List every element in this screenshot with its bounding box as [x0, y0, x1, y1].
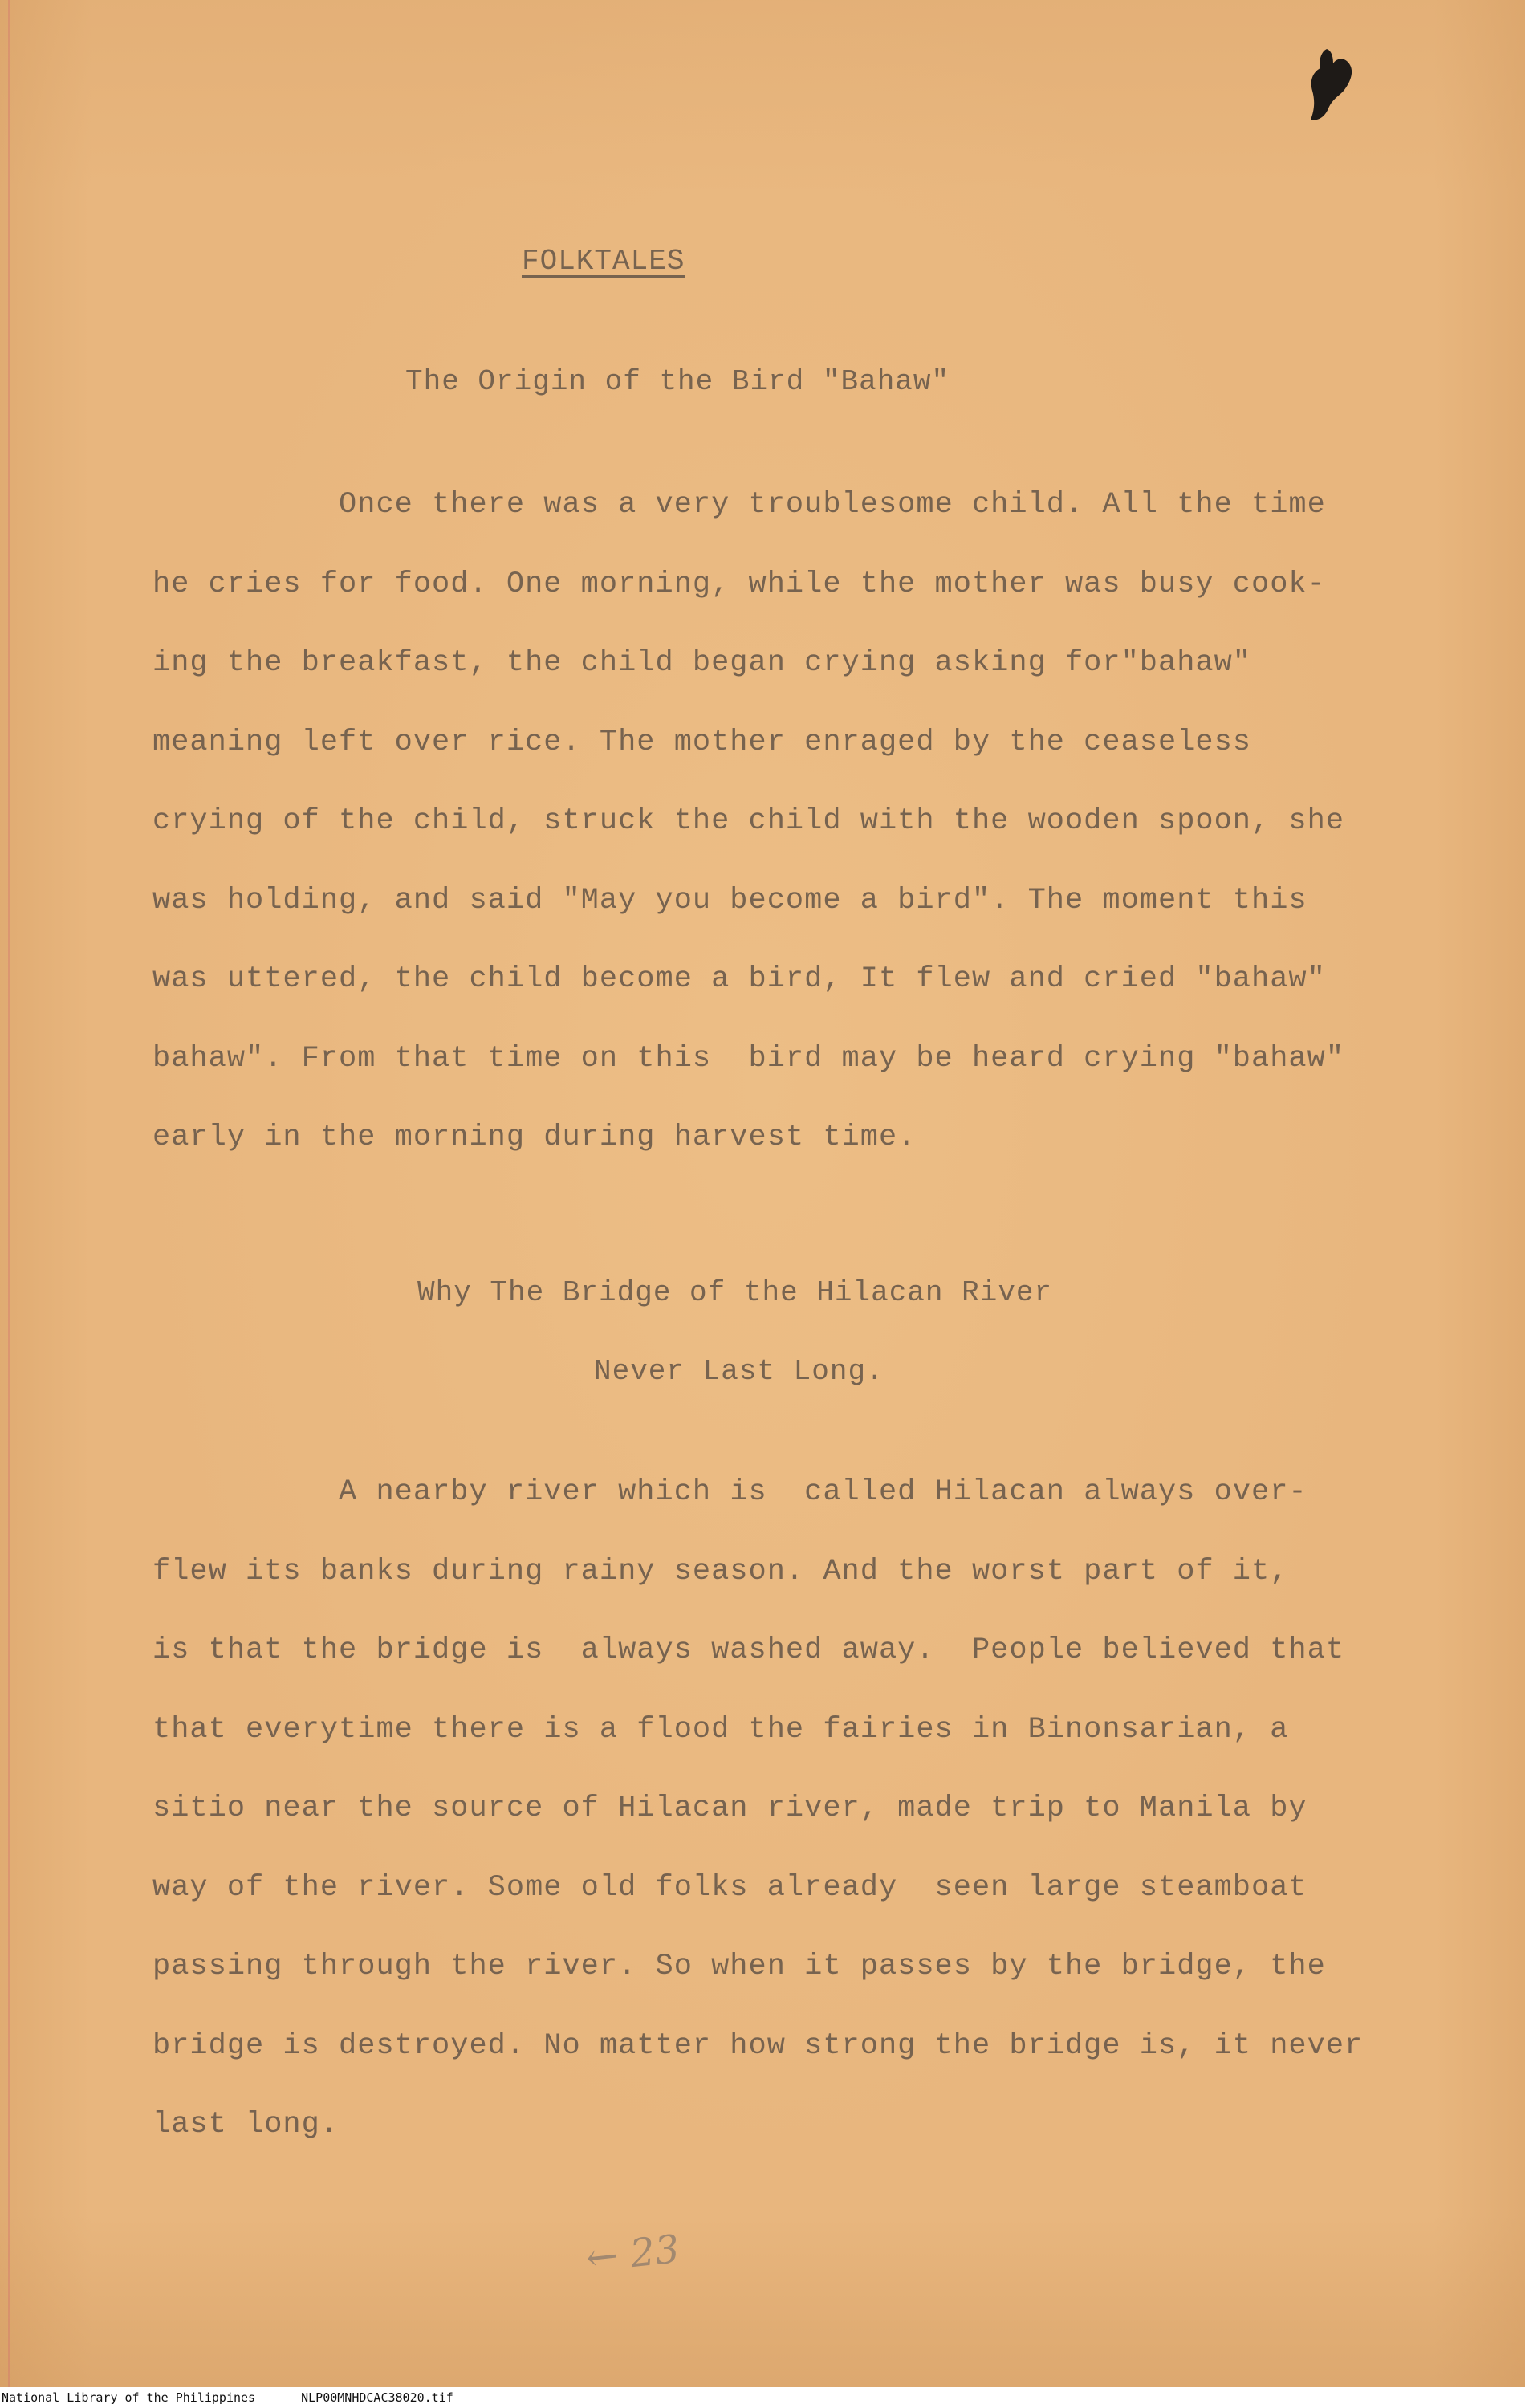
text-line: Once there was a very troublesome child. All the time	[152, 488, 1326, 522]
text-line: passing through the river. So when it passes by the bridge, the	[152, 1950, 1326, 1983]
text-line: way of the river. Some old folks already seen large steamboat	[152, 1870, 1307, 1905]
footer-filename: NLP00MNHDCAC38020.tif	[301, 2390, 453, 2405]
story-body	[152, 466, 1421, 1178]
ink-mark-icon	[1296, 44, 1360, 124]
text-line: ing the breakfast, the child began crying asking for"bahaw"	[152, 646, 1252, 680]
text-line: flew its banks during rainy season. And the worst part of it,	[152, 1554, 1289, 1588]
story-title: Why The Bridge of the Hilacan River	[417, 1276, 1053, 1309]
story-title-continued: Never Last Long.	[594, 1355, 885, 1388]
text-line: was uttered, the child become a bird, It flew and cried "bahaw"	[152, 962, 1326, 996]
text-line: that everytime there is a flood the fairies in Binonsarian, a	[152, 1712, 1289, 1747]
page-number	[584, 2227, 681, 2281]
text-line: is that the bridge is always washed away. People believed that	[152, 1633, 1345, 1667]
footer-library: National Library of the Philippines	[2, 2390, 256, 2405]
story-body	[152, 1453, 1421, 2165]
text-line: crying of the child, struck the child with the wooden spoon, she	[152, 804, 1345, 838]
text-line: he cries for food. One morning, while the mother was busy cook-	[152, 567, 1326, 601]
page-number-value: 23	[628, 2227, 682, 2277]
text-line: early in the morning during harvest time.	[152, 1121, 917, 1154]
text-line: was holding, and said "May you become a bird". The moment this	[152, 883, 1307, 917]
text-line: meaning left over rice. The mother enraged by the ceaseless	[152, 725, 1252, 759]
text-line: bridge is destroyed. No matter how strong the bridge is, it never	[152, 2028, 1364, 2063]
margin-line	[8, 0, 10, 2392]
check-mark-icon: ←	[584, 2233, 621, 2281]
text-line: bahaw". From that time on this bird may be heard crying "bahaw"	[152, 1041, 1345, 1076]
text-line: sitio near the source of Hilacan river, made trip to Manila by	[152, 1792, 1307, 1825]
footer-bar	[0, 2387, 1525, 2408]
story-title: The Origin of the Bird "Bahaw"	[405, 365, 950, 398]
text-line: A nearby river which is called Hilacan always over-	[152, 1475, 1307, 1509]
text-line: last long.	[152, 2108, 340, 2142]
main-heading: FOLKTALES	[522, 245, 685, 278]
